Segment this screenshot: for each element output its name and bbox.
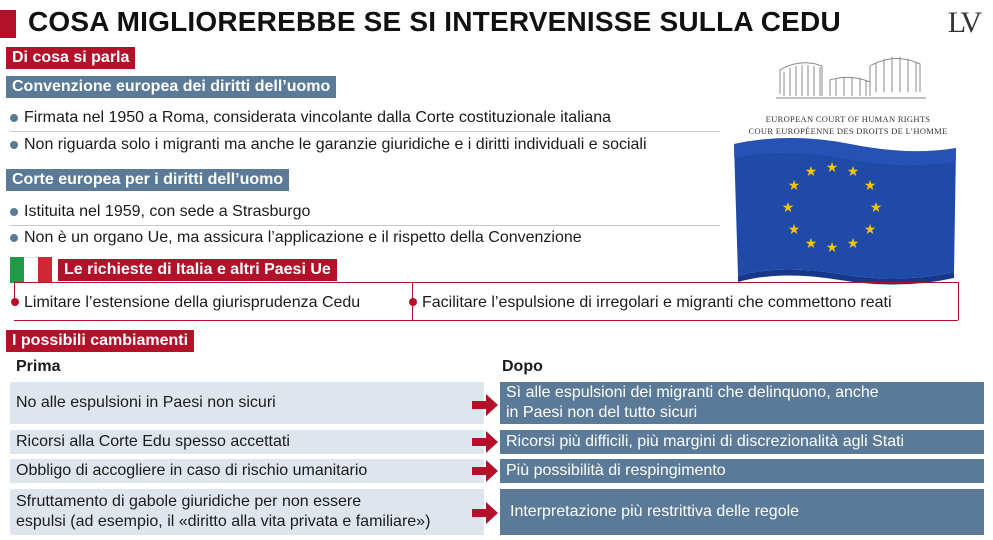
eu-flag-icon xyxy=(734,138,956,285)
requests-connector-line xyxy=(958,282,959,320)
svg-text:★: ★ xyxy=(781,200,795,216)
bullet-dot-icon xyxy=(10,114,18,122)
after-cell xyxy=(500,382,984,424)
bullet-dot-icon xyxy=(10,208,18,216)
convention-bullet xyxy=(10,136,647,154)
after-cell-text: Interpretazione più restrittiva delle regole xyxy=(510,503,800,520)
svg-text:★: ★ xyxy=(804,164,818,180)
court-caption xyxy=(728,113,968,137)
publisher-logo: LV xyxy=(947,6,979,39)
before-cell-text: No alle espulsioni in Paesi non sicuri xyxy=(16,394,276,411)
after-cell-text: Più possibilità di respingimento xyxy=(506,462,726,479)
right-arrow-icon xyxy=(472,394,498,416)
svg-text:★: ★ xyxy=(825,240,839,256)
after-cell xyxy=(500,489,984,535)
requests-connector-line xyxy=(14,320,412,321)
page-title: COSA MIGLIOREREBBE SE SI INTERVENISSE SULLA CEDU xyxy=(28,6,841,37)
svg-text:★: ★ xyxy=(863,178,877,194)
before-cell-text: Sfruttamento di gabole giuridiche per non essere xyxy=(16,493,362,510)
before-column-label: Prima xyxy=(16,358,61,375)
italian-flag-icon xyxy=(10,257,52,283)
court-caption-english: EUROPEAN COURT OF HUMAN RIGHTS xyxy=(765,114,931,124)
after-cell-text: in Paesi non del tutto sicuri xyxy=(506,404,698,421)
after-cell-text: Sì alle espulsioni dei migranti che delinquono, anche xyxy=(506,384,879,401)
svg-text:★: ★ xyxy=(787,178,801,194)
after-column-label: Dopo xyxy=(502,358,543,375)
court-bullet-text: Istituita nel 1959, con sede a Strasburgo xyxy=(24,203,311,220)
convention-bullet-text: Non riguarda solo i migranti ma anche le garanzie giuridiche e i diritti individuali e sociali xyxy=(24,136,647,153)
svg-text:★: ★ xyxy=(869,200,883,216)
court-bullet xyxy=(10,229,582,247)
changes-heading: I possibili cambiamenti xyxy=(6,330,194,352)
svg-text:★: ★ xyxy=(846,164,860,180)
svg-text:★: ★ xyxy=(825,160,839,176)
right-arrow-icon xyxy=(472,431,498,453)
divider xyxy=(10,131,720,132)
right-arrow-icon xyxy=(472,502,498,524)
requests-connector-line xyxy=(412,320,958,321)
before-cell xyxy=(10,382,484,424)
court-building-icon xyxy=(776,57,926,98)
right-arrow-icon xyxy=(472,460,498,482)
before-cell-text: Ricorsi alla Corte Edu spesso accettati xyxy=(16,433,290,450)
request-item: Limitare l’estensione della giurisprudenza Cedu xyxy=(24,294,361,311)
svg-text:★: ★ xyxy=(787,222,801,238)
court-bullet-text: Non è un organo Ue, ma assicura l’applicazione e il rispetto della Convenzione xyxy=(24,229,582,246)
svg-text:★: ★ xyxy=(846,236,860,252)
after-cell xyxy=(500,430,984,454)
request-item: Facilitare l’espulsione di irregolari e migranti che commettono reati xyxy=(422,294,892,311)
before-cell-text: espulsi (ad esempio, il «diritto alla vita privata e familiare») xyxy=(16,513,431,530)
before-cell-text: Obbligo di accogliere in caso di rischio umanitario xyxy=(16,462,368,479)
request-dot-icon xyxy=(11,298,19,306)
after-cell xyxy=(500,459,984,483)
convention-bullet xyxy=(10,109,611,127)
convention-heading: Convenzione europea dei diritti dell’uomo xyxy=(6,76,336,98)
title-accent-bar xyxy=(0,10,16,38)
requests-connector-line xyxy=(14,282,959,283)
court-bullet xyxy=(10,203,310,221)
svg-text:★: ★ xyxy=(804,236,818,252)
before-cell xyxy=(10,459,484,483)
before-cell xyxy=(10,489,484,535)
court-building-and-eu-flag-image xyxy=(730,52,960,292)
requests-heading: Le richieste di Italia e altri Paesi Ue xyxy=(58,259,337,281)
court-caption-french: COUR EUROPÉENNE DES DROITS DE L’HOMME xyxy=(748,126,948,136)
bullet-dot-icon xyxy=(10,141,18,149)
convention-bullet-text: Firmata nel 1950 a Roma, considerata vincolante dalla Corte costituzionale italiana xyxy=(24,109,611,126)
after-cell-text: Ricorsi più difficili, più margini di discrezionalità agli Stati xyxy=(506,433,905,450)
topic-tag: Di cosa si parla xyxy=(6,47,135,69)
svg-text:★: ★ xyxy=(863,222,877,238)
bullet-dot-icon xyxy=(10,234,18,242)
court-heading: Corte europea per i diritti dell’uomo xyxy=(6,169,289,191)
request-dot-icon xyxy=(409,298,417,306)
divider xyxy=(10,225,720,226)
before-cell xyxy=(10,430,484,454)
